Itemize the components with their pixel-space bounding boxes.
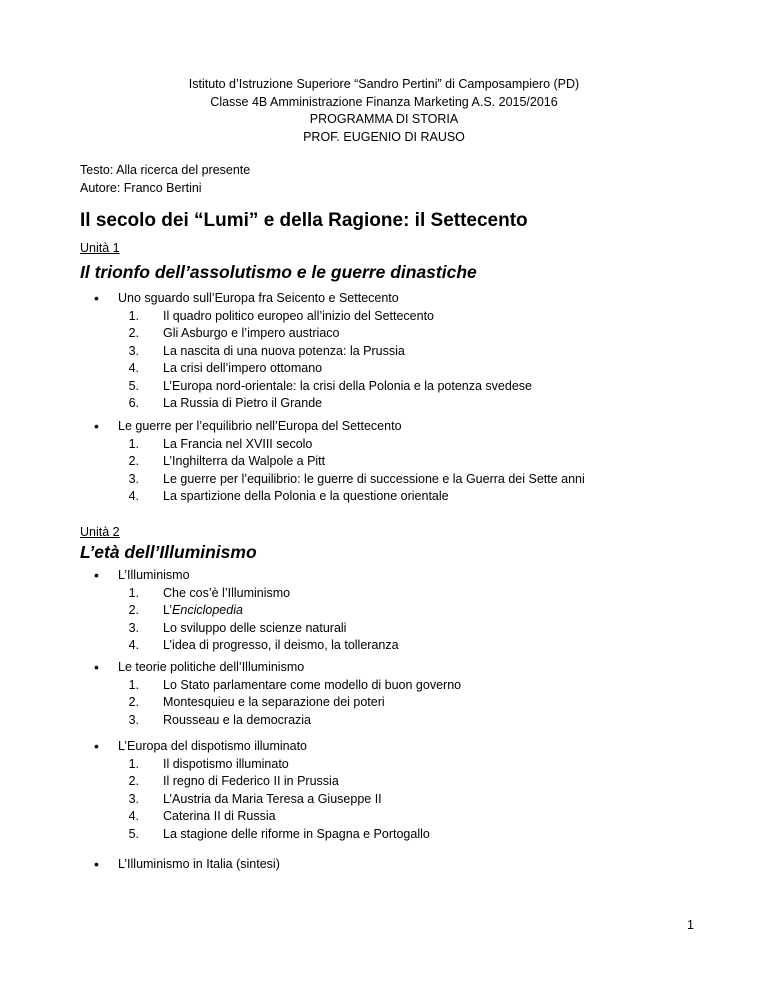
topic-title: L’Illuminismo in Italia (sintesi): [118, 857, 280, 871]
book-info: [80, 162, 250, 197]
bullet-icon: [94, 418, 117, 437]
topic-title: L’Illuminismo: [118, 568, 190, 582]
author-line: Autore: Franco Bertini: [80, 180, 202, 195]
class-info: Classe 4B Amministrazione Finanza Marketing A.S. 2015/2016: [210, 94, 558, 109]
topic-title: Le teorie politiche dell’Illuminismo: [118, 660, 305, 674]
teacher-name: PROF. EUGENIO DI RAUSO: [303, 129, 465, 144]
document-page: Istituto d’Istruzione Superiore “Sandro Pertini” di Camposampiero (PD) Classe 4B Amministrazione Finanza Marketing A.S. 2015/2016 PROGRAMMA DI STORIA PROF. EUGENIO DI RAUSO Testo: Alla ricerca del presente Autore: Franco Bertini Il secolo dei “Lumi” e della Ragione: il Settecento Unità 1 Il trionfo dell’assolutismo e le guerre dinastiche • Uno sguardo sull’Europa fra Seicento e Settecento 1. Il quadro politico europeo all’inizio del Settecento 2. Gli Asburgo e l’impero austriaco 3. La nascita di una nuova potenza: la Prussia 4. La crisi dell’impero ottomano 5. L’Europa nord-orientale: la crisi della Polonia e la potenza svedese 6. La Russia di Pietro il Grande • Le guerre per l’equilibrio nell’Europa del Settecento 1. La Francia nel XVIII secolo 2. L’Inghilterra da Walpole a Pitt 3. Le guerre per l’equilibrio: le guerre di successione e la Guerra dei Sette anni 4. La spartizione della Polonia e la questione orientale Unità 2 L’età dell’Illuminismo • L’Illuminismo 1. Che cos’è l’Illuminismo 2. L’Enciclopedia 3. Lo sviluppo delle scienze naturali 4. L’idea di progresso, il deismo, la tolleranza • Le teorie politiche dell’Illuminismo 1. Lo Stato parlamentare come modello di buon governo 2. Montesquieu e la separazione dei poteri 3. Rousseau e la democrazia • L’Europa del dispotismo illuminato 1. Il dispotismo illuminato 2. Il regno di Federico II in Prussia 3. L’Austria da Maria Teresa a Giuseppe II 4. Caterina II di Russia 5. La stagione delle riforme in Spagna e Portogallo • L’Illuminismo in Italia (sintesi) 1: [0, 0, 768, 994]
unit-label: Unità 1: [80, 241, 120, 255]
program-title: PROGRAMMA DI STORIA: [309, 112, 459, 126]
bullet-icon: [94, 659, 117, 678]
topic-title: Uno sguardo sull’Europa fra Seicento e Settecento: [118, 291, 399, 305]
unit-label: Unità 2: [80, 525, 120, 539]
page-number: 1: [687, 918, 694, 932]
topic-title: L’Europa del dispotismo illuminato: [118, 739, 307, 753]
unit-title: Il trionfo dell’assolutismo e le guerre dinastiche: [80, 262, 477, 282]
bullet-icon: [94, 856, 117, 875]
document-header: [0, 76, 768, 146]
bullet-icon: [94, 738, 117, 757]
section-title: Il secolo dei “Lumi” e della Ragione: il Settecento: [80, 210, 528, 231]
bullet-icon: [94, 567, 117, 586]
topic-title: Le guerre per l’equilibrio nell’Europa del Settecento: [118, 419, 402, 433]
school-name: Istituto d’Istruzione Superiore “Sandro Pertini” di Camposampiero (PD): [188, 77, 580, 91]
unit-title: L’età dell’Illuminismo: [80, 542, 257, 562]
bullet-icon: [94, 290, 117, 309]
enciclopedia-title: Enciclopedia: [172, 603, 243, 617]
textbook-line: Testo: Alla ricerca del presente: [80, 163, 251, 177]
